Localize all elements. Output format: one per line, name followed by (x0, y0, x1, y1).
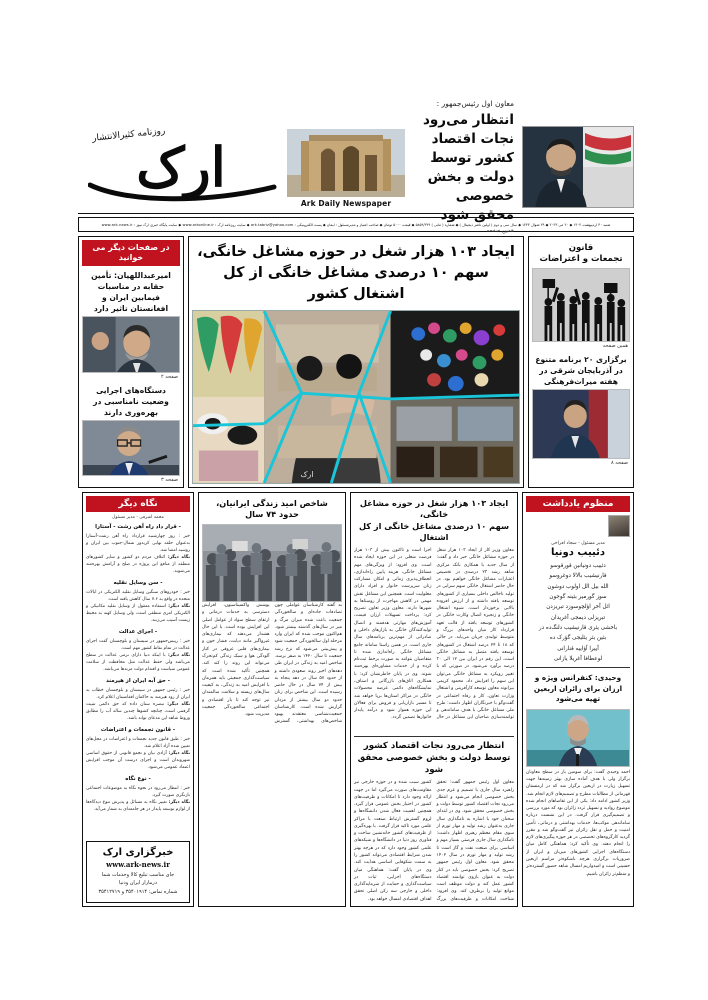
interview-page-ref: صفحه ۸ (611, 459, 628, 466)
other-view-label: نگاه دیگر: (168, 751, 190, 757)
agency-title: خبرگزاری ارک (102, 846, 174, 858)
minister-photo-icon (83, 317, 179, 373)
poem-line: قارنیشیب بالالا دوغروسو (549, 573, 607, 580)
protest-silhouette-image (532, 268, 630, 342)
poem-lines (526, 561, 630, 664)
other-view-item-title: - نوع نگاه (125, 776, 151, 783)
column-inside-pages (78, 236, 184, 488)
column-poem-note (522, 492, 634, 907)
agency-website-url[interactable]: www.ark-news.ir (106, 859, 170, 869)
bottom-body: معاون اول رئیس جمهور گفت: تحقق راهبرد سال جاری با تصمیم و عزم جدی بخش خصوصی انجام می‌شود و انتظار می‌رود نجات اقتصاد کشور توسط دولت و بخش خصوصی محقق شود. وی در ابتدای سخنان خود با اشاره به نامگذاری سال جاری به‌عنوان رشد تولید و مهار تورم از سوی مقام معظم رهبری اظهار داشت: نامگذاری سال جاری فرصتی بسیار مهم و اساسی برای صنعت نفت و گاز است تا رشد تولید و مهار تورم در سال ۱۴۰۲ محقق شود. معاون اول رئیس جمهور تصریح کرد: بخش خصوصی باید در کنار دولت به عنوان بازوی توانمند اقتصاد کشور عمل کند و دولت موظف است موانع تولید را برطرف کند. وی افزود: شناخت امکانات و ظرفیت‌های بزرگ کشور سبب شده و در حوزه خارجی نیز مقاومت‌های صورت می‌گیرد اما در جهت ارائه وجود دارد تا امکانات و ظرفیت‌های کشور در اختیار بخش عمومی قرار گیرد. همچنین اهمیت فعال شدن دانشگاه‌ها و لزوم گسترش ارتباط صنعت با مراکز علمی مورد تاکید قرار گرفت. با بهره‌گیری از ظرفیت‌های کشور خانه‌نشین ساخت و فناوری روز دنیا در دانشگاه‌ها و شبکه‌های علمی کشور وجود دارد که در هرچه بهتر شدن شرایط اقتصادی می‌تواند کشور را به سمت شکوفایی اساسی هدایت کند. وی در پایان گفت: هماهنگی میان دستگاه‌های اجرایی، ثبات در سیاست‌گذاری و حمایت از سرمایه‌گذاری داخلی و خارجی سه رکن اصلی تحقق اهداف اقتصادی امسال خواهد بود. (354, 780, 514, 902)
logo-swash-icon (88, 181, 278, 203)
other-view-item (86, 578, 190, 624)
jobs-headline-line1: ایجاد ۱۰۳ هزار شغل در حوزه مشاغل خانگی، (359, 498, 509, 520)
other-view-label: نگاه دیگر: (168, 653, 190, 659)
column-home-jobs-story (350, 492, 518, 907)
inside-item2-headline: دستگاه‌های اجرایی وضعیت نامناسبی در بهره‌وری دارند (93, 386, 169, 418)
issue-info-text: شنبه ۳۰ اردیبهشت ۱۴۰۲ ◆ ۲۰ می ۲۰۲۳ ◆ ۲۹ شوال ۱۴۴۴ ◆ سال سی و دوم ( اولین ناشر دیجیتال ) ◆ شماره ( مانی ) ۵۸۵۹/۳۴۹ ◆ قیمت ۵۰۰۰ تومان ◆ صاحب امتیاز و مدیرمسئول : ایمان ◆ پست الکترونیکی : ark.tabriz@yahoo.com ◆ سایت روزنامه ارک : www.arkonline.ir ◆ سایت پایگاه خبری ارک نیوز : www.ark-news.ir (101, 222, 611, 227)
vahidi-headline: وحیدی: کنفرانس ویژه و ارزان برای زائران اربعین تهیه می‌شود (533, 673, 623, 703)
main-headline-line1: ایجاد ۱۰۳ هزار شغل در حوزه مشاغل خانگی، (197, 244, 515, 260)
newspaper-sheet (78, 98, 634, 912)
poem-line: لوعطافا آغریلا یازانی (553, 656, 603, 663)
jobs-story-body: معاون وزیر کار از ایجاد ۱۰۳ هزار شغل در حوزه مشاغل خانگی خبر داد و گفت: از سال جدید با همکاری بانک مرکزی شاهد رشد ۲۳ درصدی در تخصیص اعتبارات مشاغل خانگی خواهیم بود. در حال حاضر اشتغال خانگی سهم سزایی در تولید ناخالص داخلی بسیاری از کشورهای توسعه یافته داشته و از ارزش افزوده بالایی برخوردار است. شیوه اشتغال خانگی و زنجیره اتصال وکارت خانگی در کشورهای توسعه یافته از قالب تعهد قرارداد کار میان واحدهای بزرگ و متوسط تولیدی جریان می‌یابد. در حالی که ۱۸ تا ۲۴ درصد اشتغال در کشورهای توسعه یافته متصل به مشاغل خانگی است، این رقم در ایران بین ۱۲ الی ۳۰ درصد برآورد می‌شود. در صورتی که با تغییر رویکرد به مشاغل خانگی می‌توان این سهم را افزایش داد. محمود کریمی بیرانوند معاون توسعه کارآفرینی و اشتغال وزارت تعاون، کار و رفاه اجتماعی در گفت‌وگو با خبرنگاران اظهار داشت: طرح ملی مشاغل خانگی با هدف ساماندهی و توانمندسازی صاحبان این مشاغل در حال اجرا است و تاکنون بیش از ۱۰۳ هزار فرصت شغلی در این حوزه ایجاد شده است. وی افزود: از ویژگی‌های مهم مشاغل خانگی، هزینه پایین راه‌اندازی، انعطاف‌پذیری زمانی و امکان مشارکت زنان سرپرست خانوار و افراد دارای معلولیت است. همچنین این مشاغل نقش مهمی در کاهش مهاجرت از روستاها به شهرها دارند. معاون وزیر تعاون تصریح کرد: پرداخت تسهیلات ارزان قیمت، آموزش‌های مهارتی هدفمند و اتصال تولیدکنندگان خانگی به بازارهای داخلی و صادراتی از مهم‌ترین برنامه‌های سال جاری است. در همین راستا سامانه جامع مشاغل خانگی راه‌اندازی شده تا متقاضیان بتوانند به صورت برخط ثبت‌نام کرده و از خدمات مشاوره‌ای بهره‌مند شوند. وی در پایان خاطرنشان کرد: با همکاری اتاق‌های بازرگانی و اصناف، نمایشگاه‌های دائمی عرضه محصولات خانگی در مراکز استان‌ها برپا خواهد شد تا مسیر بازاریابی و فروش برای فعالان این حوزه هموار شود و درآمد پایدار خانوارها تضمین گردد. (354, 547, 514, 721)
collage-illustration-icon (193, 311, 519, 483)
inside-pages-banner: در صفحات دیگر می خوانید (82, 240, 180, 266)
other-view-text: تبصره ستان داده که حق دائمی تثبیت گرفتنی است، چنانچه کشوها چندین ساله آب را مطابق وروط شاهد این مدعای تواند باشد. (86, 702, 190, 722)
other-view-item-title: - قرار داد راه آهن رشت - آستارا (95, 524, 181, 530)
crowd-photo-icon (203, 525, 341, 602)
other-view-item (86, 627, 190, 673)
other-view-item-comment (86, 554, 190, 575)
other-view-text: ائتلاف مردم دو کشور و سایر کشورهای منطقه از منافع این پروژه در صلح و آرامش بهره‌مند می‌شوند. (86, 554, 190, 575)
other-view-item-comment (86, 652, 190, 673)
bottom-headline: انتظار می‌رود نجات اقتصاد کشور توسط دولت و بخش خصوصی محقق شود (357, 741, 511, 776)
other-view-item-comment (86, 799, 190, 813)
lead-headline: انتظار می‌رود نجات اقتصاد کشور توسط دولت و بخش خصوصی محقق شود (422, 111, 514, 224)
poem-line: آییرا آؤاییه قنارانی (557, 645, 599, 652)
law-title-line1: قانون (568, 243, 594, 253)
english-newspaper-name: Ark Daily Newspaper (300, 199, 392, 208)
news-agency-ad-box[interactable] (86, 841, 190, 904)
other-view-item-lead: خبر : خودروهای سنگین وسایل نقلیه الکتریکی در ایالات متحده در واقع به ۷.۶ سال کاهش یافته است. (86, 589, 190, 602)
agency-ad-line1: جای مناسب تبلیغ کالا وخدمات شما (101, 871, 175, 878)
inside-item1-page: صفحه ۲ (161, 374, 178, 381)
other-view-byline: محمد اشرفی - مدیر مسئول (112, 515, 164, 520)
life-story-body: به گفته کارشناسان عواملی چون تصادفات جاده‌ای و سالخوردگی جمعیت باعث شده میزان مرگ و میر در سال‌های گذشته بیشتر شود. هم‌اکنون موجب شده که ایران وارد مرحله اول سالخوردگی جمعیت شود و پیش‌بینی می‌شود که نرخ رشد جمعیت تا سال ۱۴۲۰ به صفر برسد. شاخص امید به زندگی در ایران طی دهه‌های اخیر روند صعودی داشته و از حدود ۵۷ سال در دهه پنجاه به بیش از ۷۴ سال در حال حاضر رسیده است. این شاخص برای زنان حدود دو سال بیشتر از مردان گزارش شده است. کارشناسان جمعیت‌شناسی معتقدند بهبود شاخص‌های بهداشتی، گسترش پوشش واکسیناسیون، افزایش دسترسی به خدمات درمانی و ارتقای سطح سواد از عوامل اصلی این افزایش بوده است. با این حال هشدار می‌دهند که بیماری‌های غیرواگیر مانند دیابت، فشار خون و بیماری‌های قلبی عروقی در کنار آلودگی هوا و سبک زندگی کم‌تحرک می‌تواند این روند را کند کند. همچنین تأکید شده است که سیاست‌گذاری جمعیتی باید همزمان با افزایش امید به زندگی، به کیفیت سال‌های زیسته و سلامت سالمندان نیز توجه کند تا بار اقتصادی و اجتماعی سالخوردگی جمعیت مدیریت شود. (202, 602, 342, 725)
amirabdollahian-photo (82, 316, 180, 373)
masthead-lead-story (408, 98, 522, 235)
masthead-tower (284, 122, 408, 211)
main-headline-line2: سهم ۱۰ درصدی مشاغل خانگی از کل اشتغال کشور (223, 265, 489, 303)
other-view-text: با اینکه دنیا دارای نرمی عدالت در سطح می‌باشد ولی حفظ عدالت مثل محافظت از سلامت عمومی سیاست و اقتدام دولت مرتدها می‌باشد. (86, 653, 190, 673)
other-view-item (86, 676, 190, 722)
column-main-story (188, 236, 524, 488)
law-page-ref: همین صفحه (602, 342, 628, 349)
other-view-item-lead: خبر : روز چهارشنبه قرارداد راه آهن رشت-آستارا به‌عنوان حلقه نهایی کریدور شمال-جنوب بین ایران و روسیه امضا شد. (86, 533, 190, 553)
other-view-header: نگاه دیگر (86, 496, 190, 512)
poem-line: بئین بئر یئلیجی گؤرک ده (549, 635, 607, 642)
other-view-item-comment (86, 603, 190, 624)
other-view-item-comment (86, 750, 190, 771)
interview-photo-icon (533, 390, 629, 459)
speech-photo-icon (527, 710, 629, 767)
bottom-story-block (354, 736, 514, 903)
agency-ad-line2: درمازار ایران ودنیا (119, 880, 157, 886)
poem-column-header: منظوم یادداشت (526, 496, 630, 512)
other-view-item-title: - سن وسایل نقلیه (113, 580, 163, 587)
jobs-story-headline (354, 496, 514, 547)
heritage-week-blurb: برگزاری ۲۰ برنامه متنوع در آذربایجان شرقی در هفته میراث‌فرهنگی (535, 354, 627, 386)
svg-text:ارک: ارک (300, 470, 314, 480)
other-view-item-lead: خبر : انتظار می‌رود در نحوه نگاه به موضوعات اجتماعی بازنگری صورت گیرد. (86, 786, 190, 799)
poem-byline: مدیر مسئول - سجاد افراخی (550, 541, 606, 546)
official-desk-photo (82, 420, 180, 476)
life-story-headline (202, 496, 342, 524)
column-life-expectancy (198, 492, 346, 907)
life-headline-line1: شاخص امید زندگی ایرانیان، (216, 498, 328, 508)
vahidi-body: احمد وحیدی گفت: برای سومین بار در سطح معاونان برگزار ولی با هدف آماده سازی بهتر زمینه‌ها جهت تسهیل زیارت در اربعین برگزار شد که در ارمنستان قهرمانی از مطالبات مطرح و تصمیم‌های لازم انجام شد. وزیر کشور ادامه داد: یکی از این تقاضاهای انجام شده موضوع روادید و تسهیل تردد زائران بود که مورد بررسی و تصمیم‌گیری قرار گرفت. در این نشست درباره ساماندهی موکب‌ها، خدمات بهداشتی و درمانی، تأمین امنیت و حمل و نقل زائران نیز گفت‌وگو شد و مقرر گردید کارگروه‌های تخصصی در هر حوزه پیگیری‌های لازم را انجام دهند. وی تأکید کرد: هماهنگی کامل میان دستگاه‌های اجرایی کشورهای میزبان و ایران از ضروریات برگزاری هرچه باشکوه‌تر مراسم اربعین حسینی است و امیدواریم امسال شاهد حضور گسترده‌تر و منظم‌تر زائران باشیم. (526, 769, 630, 877)
poem-line: ائل آخر اؤلچوسوزد تبریزدن (546, 604, 610, 611)
poem-title: دئییب دونیا (550, 547, 606, 558)
jobs-headline-line2: سهم ۱۰ درصدی مشاغل خانگی از کل اشتغال (358, 520, 510, 543)
protest-crowd-icon (533, 269, 629, 342)
other-view-item-title: - حق آبه ایران از هیرمند (105, 678, 171, 685)
masthead-script-label: روزنامه کثیرالانتشار (91, 126, 166, 144)
law-title-line2: تجمعات و اعتراضات (539, 254, 623, 265)
masthead-logo (78, 122, 284, 211)
poem-line: سوز گورمیر بئینه گوجون (549, 594, 607, 601)
official-interview-photo (532, 389, 630, 459)
tower-illustration-icon (287, 129, 405, 197)
top-region (78, 236, 634, 488)
other-view-item-title: - قانون تجمعات و اعتراضات (100, 727, 176, 734)
law-section-title (532, 240, 630, 268)
poem-line: دئییب دونیانین قورقوسو (550, 563, 606, 569)
poem-line: تبریزلی دیمجی آغریدان (550, 614, 606, 621)
other-view-label: نگاه دیگر: (168, 604, 190, 610)
poem-line: باخشی یئری قارنیشیب دلنگ‌ده در (538, 625, 618, 632)
inside-item2-page: صفحه ۳ (161, 477, 178, 483)
agency-phone: شماره تماس: ۳۵۴۰۱۹۱۴ و ۳۵۴۱۲۷۱۹ (98, 888, 178, 895)
lower-region (78, 492, 634, 907)
home-businesses-collage (192, 310, 520, 484)
desk-photo-icon (83, 421, 179, 476)
other-view-item-lead: خبر : رئیس جمهور در سیستان و بلوچستان خطاب به ایران از رود هیرمند به حاکمان افغانستان اعلام کرد. (86, 688, 190, 701)
other-view-item-lead: خبر : رییس‌جمهور در سیستان و بلوچستان گفت اجرای عدالت در تمام نقاط کشور مهم است. (86, 639, 190, 652)
column-law-protests (528, 236, 634, 488)
poem-line: الله بیل الل اولوب دوشون (547, 583, 609, 590)
other-view-text: تغییر نگاه به مسائل و پذیرش تنوع دیدگاه‌ها از لوازم توسعه پایدار در هر جامعه‌ای به شمار می‌آید. (86, 800, 190, 813)
other-view-item-lead: خبر : طبق قانون جدید تجمعات و اعتراضات در محل‌های تعیین شده آزاد اعلام شد. (86, 737, 190, 750)
ark-tower-photo (287, 129, 405, 197)
life-headline-line2: حدود ۷۴ سال (245, 509, 299, 520)
main-headline (192, 240, 520, 310)
lead-page-ref: همین صفحه (486, 228, 514, 235)
other-view-item (86, 774, 190, 833)
crowd-street-photo (202, 524, 342, 602)
masthead-logo-text: ارک (136, 134, 226, 199)
divider (526, 667, 630, 668)
other-view-item-comment (86, 701, 190, 722)
inside-item1-headline: امیرعبداللهیان: تأمین حقابه در مناسبات فیمابین ایران و افغانستان تاثیر دارد (91, 271, 171, 313)
vice-president-photo (522, 126, 634, 208)
other-view-label: نگاه دیگر: (168, 800, 190, 806)
issue-info-strip (78, 217, 634, 235)
other-view-item-title: - اجرای عدالت (118, 629, 158, 636)
portrait-illustration-icon (522, 127, 633, 208)
lead-kicker: معاون اول رئیس‌جمهور : (436, 98, 514, 108)
other-view-item (86, 522, 190, 575)
columnist-portrait (608, 515, 630, 537)
other-view-label: نگاه دیگر: (167, 554, 190, 560)
other-view-text: آزادی بیان و تجمع قانونی از حقوق اساسی شهروندان است و اجرای درست آن موجب افزایش اعتماد عمومی می‌شود. (86, 751, 190, 771)
column-other-view (82, 492, 194, 907)
other-view-label: نگاه دیگر: (167, 702, 190, 708)
vahidi-speech-photo (526, 709, 630, 767)
other-view-text: استفاده معقول از وسایل نقلیه مکانیکی و الکتریکی امری منطقی است، ولی وسایل کهنه به محیط زیست آسیب می‌زنند. (86, 604, 190, 624)
other-view-item (86, 725, 190, 771)
